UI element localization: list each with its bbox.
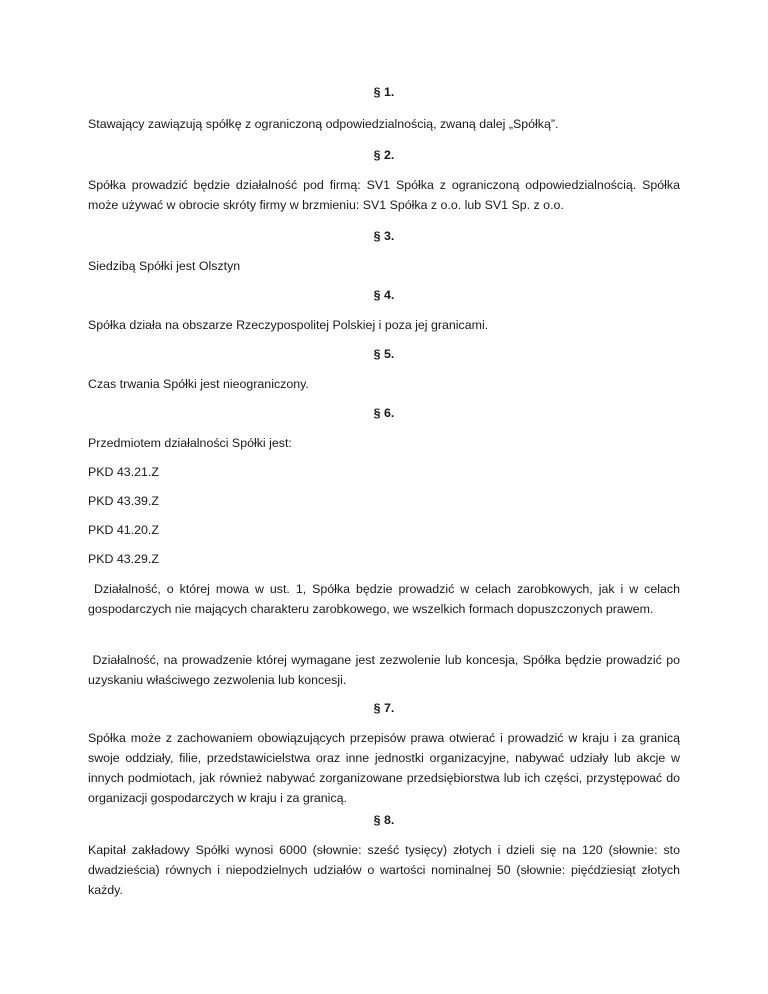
pkd-code-item: PKD 43.21.Z <box>88 465 159 479</box>
section-2-heading: § 2. <box>373 148 395 162</box>
section-4-heading: § 4. <box>373 288 395 302</box>
section-6-intro: Przedmiotem działalności Spółki jest: <box>88 436 292 450</box>
section-6-paragraph-purpose: Działalność, o której mowa w ust. 1, Spółka będzie prowadzić w celach zarobkowych, jak i w celach gospodarczych nie mających charakteru zarobkowego, we wszelkich formach dopuszczonych prawem. <box>88 582 684 616</box>
section-8-paragraph: Kapitał zakładowy Spółki wynosi 6000 (słownie: sześć tysięcy) złotych i dzieli się na 120 (słownie: sto dwadzieścia) równych i niepodzielnych udziałów o wartości nominalnej 50 (słownie: pięćdziesiąt złotych każdy. <box>88 843 680 897</box>
section-3-paragraph: Siedzibą Spółki jest Olsztyn <box>88 259 241 273</box>
section-6-paragraph-license: Działalność, na prowadzenie której wymagane jest zezwolenie lub koncesja, Spółka będzie prowadzić po uzyskaniu właściwego zezwolenia lub koncesji. <box>88 653 684 687</box>
section-8-heading: § 8. <box>373 813 395 827</box>
section-5-heading: § 5. <box>373 347 395 361</box>
section-3-heading: § 3. <box>373 229 395 243</box>
section-4-paragraph: Spółka działa na obszarze Rzeczypospolitej Polskiej i poza jej granicami. <box>88 318 489 332</box>
section-2-paragraph: Spółka prowadzić będzie działalność pod firmą: SV1 Spółka z ograniczoną odpowiedzialnością. Spółka może używać w obrocie skróty firmy w brzmieniu: SV1 Spółka z o.o. lub SV1 Sp. z o.o. <box>88 178 680 212</box>
pkd-code-item: PKD 43.39.Z <box>88 494 159 508</box>
section-6-heading: § 6. <box>373 406 395 420</box>
section-1-paragraph: Stawający zawiązują spółkę z ograniczoną odpowiedzialnością, zwaną dalej „Spółką”. <box>88 117 559 131</box>
section-5-paragraph: Czas trwania Spółki jest nieograniczony. <box>88 377 309 391</box>
pkd-code-item: PKD 41.20.Z <box>88 523 159 537</box>
section-1-heading: § 1. <box>373 85 395 99</box>
pkd-code-item: PKD 43.29.Z <box>88 552 159 566</box>
section-7-paragraph: Spółka może z zachowaniem obowiązujących przepisów prawa otwierać i prowadzić w kraju i za granicą swoje oddziały, filie, przedstawicielstwa oraz inne jednostki organizacyjne, nabywać udziały lub akcje w innych podmiotach, jak również nabywać zorganizowane przedsiębiorstwa lub ich części, przystępować do organizacji gospodarczych w kraju i za granicą. <box>88 731 680 805</box>
section-7-heading: § 7. <box>373 701 395 715</box>
